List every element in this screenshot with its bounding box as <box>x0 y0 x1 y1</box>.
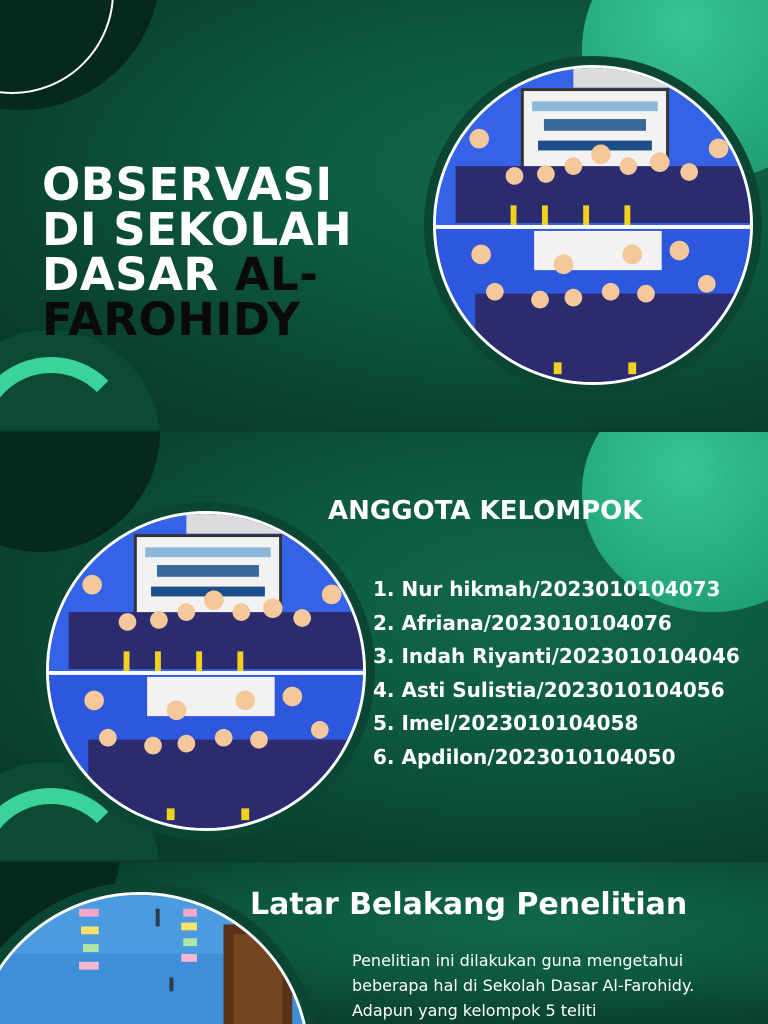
title-section <box>0 0 768 430</box>
title-line-4: FAROHIDY <box>42 293 301 346</box>
title-line-3-dark: AL- <box>234 248 319 301</box>
members-list <box>373 573 740 775</box>
list-item: 4. Asti Sulistia/2023010104056 <box>373 677 725 702</box>
title-line-1: OBSERVASI <box>42 158 333 211</box>
background-paragraph: Penelitian ini dilakukan guna mengetahui beberapa hal di Sekolah Dasar Al-Farohidy. Adapun yang kelompok 5 teliti <box>352 951 695 1020</box>
list-item: 5. Imel/2023010104058 <box>373 711 639 736</box>
list-item: 2. Afriana/2023010104076 <box>373 610 672 635</box>
list-item: 6. Apdilon/2023010104050 <box>373 744 676 769</box>
group-photo-circle <box>433 65 753 385</box>
title-line-3-white: DASAR <box>42 248 235 301</box>
list-item: 3. Indah Riyanti/2023010104046 <box>373 644 740 669</box>
group-photo-image-2 <box>49 514 363 828</box>
list-item: 1. Nur hikmah/2023010104073 <box>373 577 721 601</box>
group-photo-image <box>436 68 750 382</box>
group-photo-circle-2 <box>46 511 366 831</box>
title-line-2: DI SEKOLAH <box>42 203 353 256</box>
background-heading: Latar Belakang Penelitian <box>250 887 688 922</box>
page-title <box>42 158 353 346</box>
members-heading: ANGGOTA KELOMPOK <box>328 496 643 526</box>
